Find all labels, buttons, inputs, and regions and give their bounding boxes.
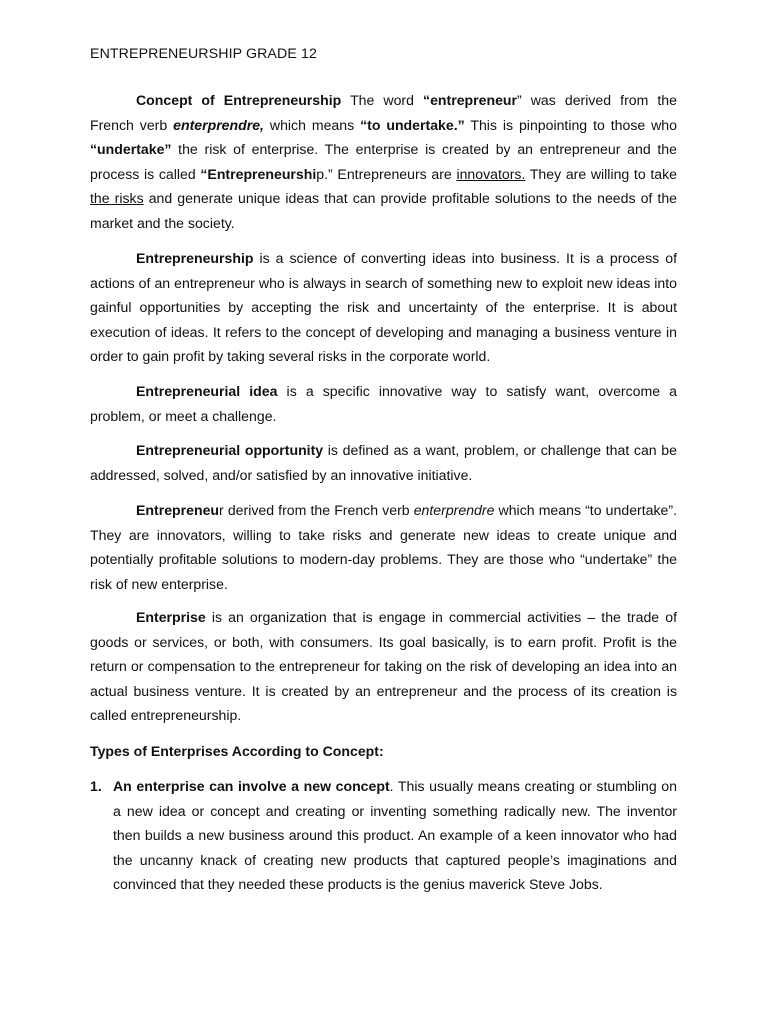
paragraph-entrepreneurship-definition bbox=[90, 246, 677, 369]
text-run: which means “to undertake”. They are innovators, willing to take risks and generate new ideas to create unique and potentially profitable solutions to modern-day problems. They are those who “undertake” the risk of new enterprise. bbox=[90, 502, 677, 592]
text-run: enterprendre bbox=[413, 502, 495, 518]
text-run: Entrepreneurial idea bbox=[136, 383, 278, 399]
text-run: An enterprise can involve a new concept bbox=[113, 778, 390, 794]
text-run: the risks bbox=[90, 190, 144, 207]
text-run: innovators. bbox=[456, 165, 526, 182]
text-run: which means bbox=[263, 116, 361, 133]
list-item-number: 1. bbox=[90, 778, 102, 794]
text-run: is defined as a want, problem, or challenge that can be addressed, solved, and/or satisfied by an innovative initiative. bbox=[90, 442, 677, 483]
text-run: “undertake” bbox=[90, 141, 172, 158]
paragraph-concept-of-entrepreneurship bbox=[90, 88, 677, 236]
text-run: the risk of enterprise. The enterprise is created by an entrepreneur and the process is called bbox=[90, 141, 677, 182]
text-run: Entrepreneurial opportunity bbox=[136, 442, 324, 458]
paragraph-entrepreneurial-idea bbox=[90, 379, 677, 428]
text-run: . This usually means creating or stumbling on a new idea or concept and creating or inventing something radically new. The inventor then builds a new business around this product. An example of a keen innovator who had the uncanny knack of creating new products that captured people’s imaginations and convinced that they needed these products is the genius maverick Steve Jobs. bbox=[113, 778, 677, 893]
text-run: This is pinpointing to those who bbox=[464, 116, 677, 133]
text-run: The word bbox=[341, 92, 424, 108]
text-run: ” was derived from the French verb bbox=[90, 92, 677, 133]
text-run: “to undertake.” bbox=[360, 116, 465, 133]
text-run: Entrepreneu bbox=[136, 502, 220, 518]
text-run: and generate unique ideas that can provide profitable solutions to the needs of the market and the society. bbox=[90, 190, 677, 231]
list-item-text bbox=[113, 774, 677, 897]
text-run: Enterprise bbox=[136, 609, 206, 625]
text-run: They are willing to take bbox=[525, 165, 677, 182]
types-of-enterprises-heading: Types of Enterprises According to Concept: bbox=[90, 743, 384, 759]
text-run: r derived from the French verb bbox=[219, 502, 414, 518]
paragraph-enterprise-definition bbox=[90, 605, 677, 728]
text-run: is an organization that is engage in commercial activities – the trade of goods or services, or both, with consumers. Its goal basically, is to earn profit. Profit is the return or compensation to the entrepreneur for taking on the risk of developing an idea into an actual business venture. It is created by an entrepreneur and the process of its creation is called entrepreneurship. bbox=[90, 609, 677, 724]
text-run: “entrepreneur bbox=[423, 92, 517, 108]
text-run: Entrepreneurship bbox=[136, 250, 254, 266]
text-run: is a specific innovative way to satisfy want, overcome a problem, or meet a challenge. bbox=[90, 383, 677, 424]
text-run: Concept of Entrepreneurship bbox=[136, 92, 342, 108]
list-item bbox=[90, 774, 677, 897]
text-run: enterprendre, bbox=[173, 116, 264, 133]
text-run: “Entrepreneurshi bbox=[200, 165, 317, 182]
text-run: p.” Entrepreneurs are bbox=[316, 165, 457, 182]
document-title: ENTREPRENEURSHIP GRADE 12 bbox=[90, 46, 317, 62]
paragraph-entrepreneur-definition bbox=[90, 498, 677, 596]
text-run: is a science of converting ideas into business. It is a process of actions of an entrepreneur who is always in search of something new to exploit new ideas into gainful opportunities by accepting the risk and uncertainty of the enterprise. It is about execution of ideas. It refers to the concept of developing and managing a business venture in order to gain profit by taking several risks in the corporate world. bbox=[90, 250, 677, 365]
paragraph-entrepreneurial-opportunity bbox=[90, 438, 677, 487]
